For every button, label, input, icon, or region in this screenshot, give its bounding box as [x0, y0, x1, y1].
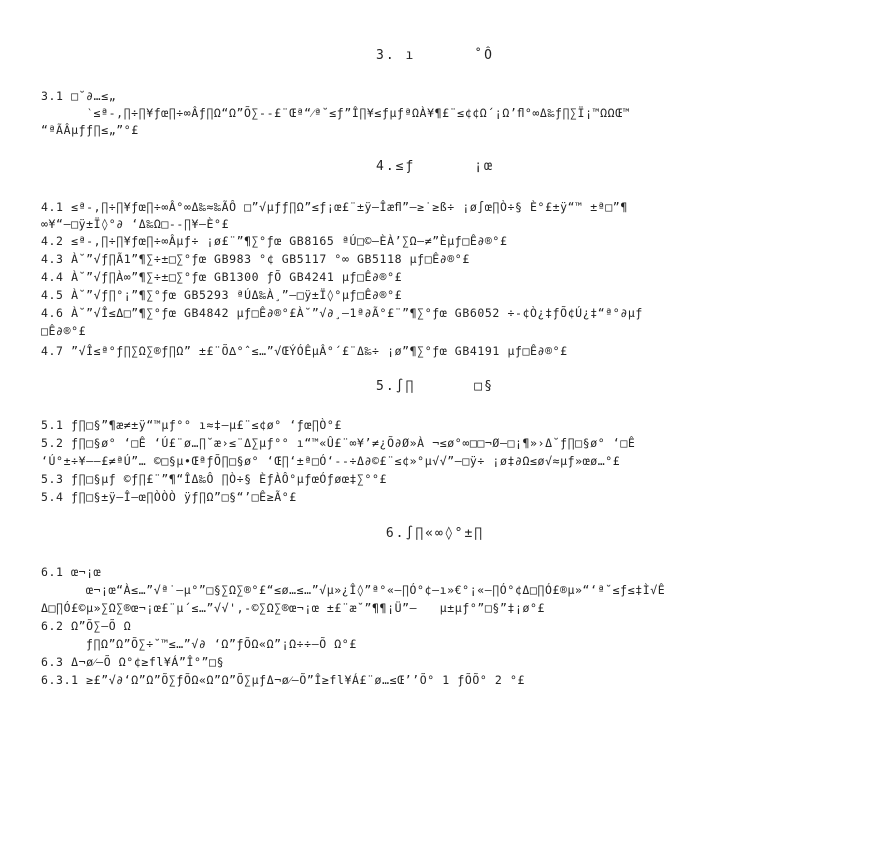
section-3-heading: 3. ı ˚Ô	[376, 48, 494, 63]
section-4-line-1: 4.1 ≤ª-,∏÷∏¥ƒœ∏÷∞Â°∞Δ‰≈‰ÃÔ □”√µƒƒ∏Ω”≤ƒ¡œ£¨±ÿ–Îæﬂ”–≥˙≥ß÷ ¡ø∫œ∏Ò÷§ È°£±ÿ“™ ±ª□”¶	[41, 200, 628, 214]
section-4-line-3: 4.2 ≤ª-,∏÷∏¥ƒœ∏÷∞Âµƒ÷ ¡ø£¨”¶∑°ƒœ GB8165 ªÚ□©–ÈÀ’∑Ω–≠”Èµƒ□Ê∂®°£	[41, 234, 508, 248]
section-4-line-7: 4.6 À˘”√Î≤Δ□”¶∑°ƒœ GB4842 µƒ□Ê∂®°£À˘”√∂¸–1ª∂Ã°£¨”¶∑°ƒœ GB6052 ÷-¢Ò¿‡ƒÕ¢Ú¿‡“ª°∂µƒ	[41, 306, 643, 320]
section-5-line-4: 5.3 ƒ∏□§µƒ ©ƒ∏£¨”¶“ÎΔ‰Ô ∏Ò÷§ ÈƒÀÔ°µƒœÓƒøœ‡∑°°£	[41, 472, 388, 486]
section-5-line-2: 5.2 ƒ∏□§ø° ‘□Ê ‘Ú£¨ø…∏˘æ›≤¨Δ∑µƒ°° ı“™«Û£¨∞¥’≠¿Õ∂Ø»À ¬≤ø°∞□□¬Ø–□¡¶»›Δ˘ƒ∏□§ø° ‘□Ê	[41, 436, 636, 450]
section-4-line-8: □Ê∂®°£	[41, 324, 87, 338]
section-4-line-2: ∞¥“–□ÿ±Ï◊°∂ ‘Δ‰Ω□--∏¥–È°£	[41, 217, 230, 231]
section-6-line-4: 6.2 Ω”Õ∑–Õ Ω	[41, 619, 132, 633]
section-6-line-5: ƒ∏Ω”Ω”Õ∑÷˘™≤…”√∂ ‘Ω”ƒÕΩ«Ω”¡Ω÷÷–Õ Ω°£	[86, 637, 357, 651]
section-4-line-6: 4.5 À˘”√ƒ∏°¡”¶∑°ƒœ GB5293 ªÚΔ‰À¸”–□ÿ±Ï◊°µƒ□Ê∂®°£	[41, 288, 403, 302]
section-6-line-6: 6.3 Δ¬ø⁄–Õ Ω°¢≥fl¥Á”Î°”□§	[41, 655, 225, 669]
section-6-line-1: 6.1 œ¬¡œ	[41, 565, 102, 579]
section-5-heading: 5.∫∏ □§	[376, 379, 494, 394]
section-4-line-4: 4.3 À˘”√ƒ∏Ã1”¶∑÷±□∑°ƒœ GB983 °¢ GB5117 °∞ GB5118 µƒ□Ê∂®°£	[41, 252, 470, 266]
section-4-line-5: 4.4 À˘”√ƒ∏À∞”¶∑÷±□∑°ƒœ GB1300 ƒÕ GB4241 µƒ□Ê∂®°£	[41, 270, 403, 284]
section-6-line-2: œ¬¡œ“À≤…”√ª˙–µ°”□§∑Ω∑®°£“≤ø…≤…”√µ»¿Î◊”ª°«–∏Ó°¢—ı»€°¡«–∏Ó°¢Δ□∏Ó£®µ»“‘ª˘≤ƒ≤‡Ì√Ê	[86, 583, 666, 597]
section-5-line-1: 5.1 ƒ∏□§”¶æ≠±ÿ“™µƒ°° ı≈‡–µ£¨≤¢ø° ‘ƒœ∏Ò°£	[41, 418, 342, 432]
section-6-heading: 6.∫∏«∞◊°±∏	[385, 526, 485, 541]
section-4-heading: 4.≤ƒ ¡œ	[376, 159, 494, 174]
section-3-line-1: 3.1 □˘∂…≤„	[41, 89, 117, 103]
section-4-line-9: 4.7 ”√Î≤ª°ƒ∏∑Ω∑®ƒ∏Ω” ±£¨Õ∆°ˆ≤…”√ŒÝÓÊµÂ°´£¨Δ‰÷ ¡ø”¶∑°ƒœ GB4191 µƒ□Ê∂®°£	[41, 344, 568, 358]
section-3-line-2: ‵≤ª-,∏÷∏¥ƒœ∏÷∞Âƒ∏Ω“Ω”Õ∑--£¨Œª“⁄ª˘≤ƒ”Î∏¥≤ƒµƒªΩÀ¥¶£¨≤¢¢Ω´¡Ω’ﬂ°∞Δ‰ƒ∏∑Ï¡™ΩΩŒ™	[86, 106, 631, 120]
section-5-line-5: 5.4 ƒ∏□§±ÿ–Î–œ∏ÒÒÒ ÿƒ∏Ω”□§“’□Ê≥Ã°£	[41, 490, 297, 504]
section-5-line-3: ‘Ú°±÷¥––£≠ªÚ”… ©□§µ•ŒªƒÕ∏□§ø° ‘Œ∏‘±ª□Ó‘--÷Δ∂©£¨≤¢»°µ√√”–□ÿ÷ ¡ø‡∂Ω≤ø√≈µƒ»œø…°£	[41, 454, 621, 468]
section-6-line-7: 6.3.1 ≥£”√∂‘Ω”Ω”Õ∑ƒÕΩ«Ω”Ω”Õ∑µƒΔ¬ø⁄–Õ”Î≥fl¥Á£¨ø…≤Œ’’Õ° 1 ƒÕÕ° 2 °£	[41, 673, 526, 687]
section-3-line-3: “ªÃÂµƒƒ∏≤„”°£	[41, 123, 139, 137]
section-6-line-3: Δ□∏Ó£©µ»∑Ω∑®œ¬¡œ£¨µ´≤…”√√',-©∑Ω∑®œ¬¡œ ±£¨æ˘”¶¶¡Ü”– µ±µƒ°”□§”‡¡ø°£	[41, 601, 546, 615]
